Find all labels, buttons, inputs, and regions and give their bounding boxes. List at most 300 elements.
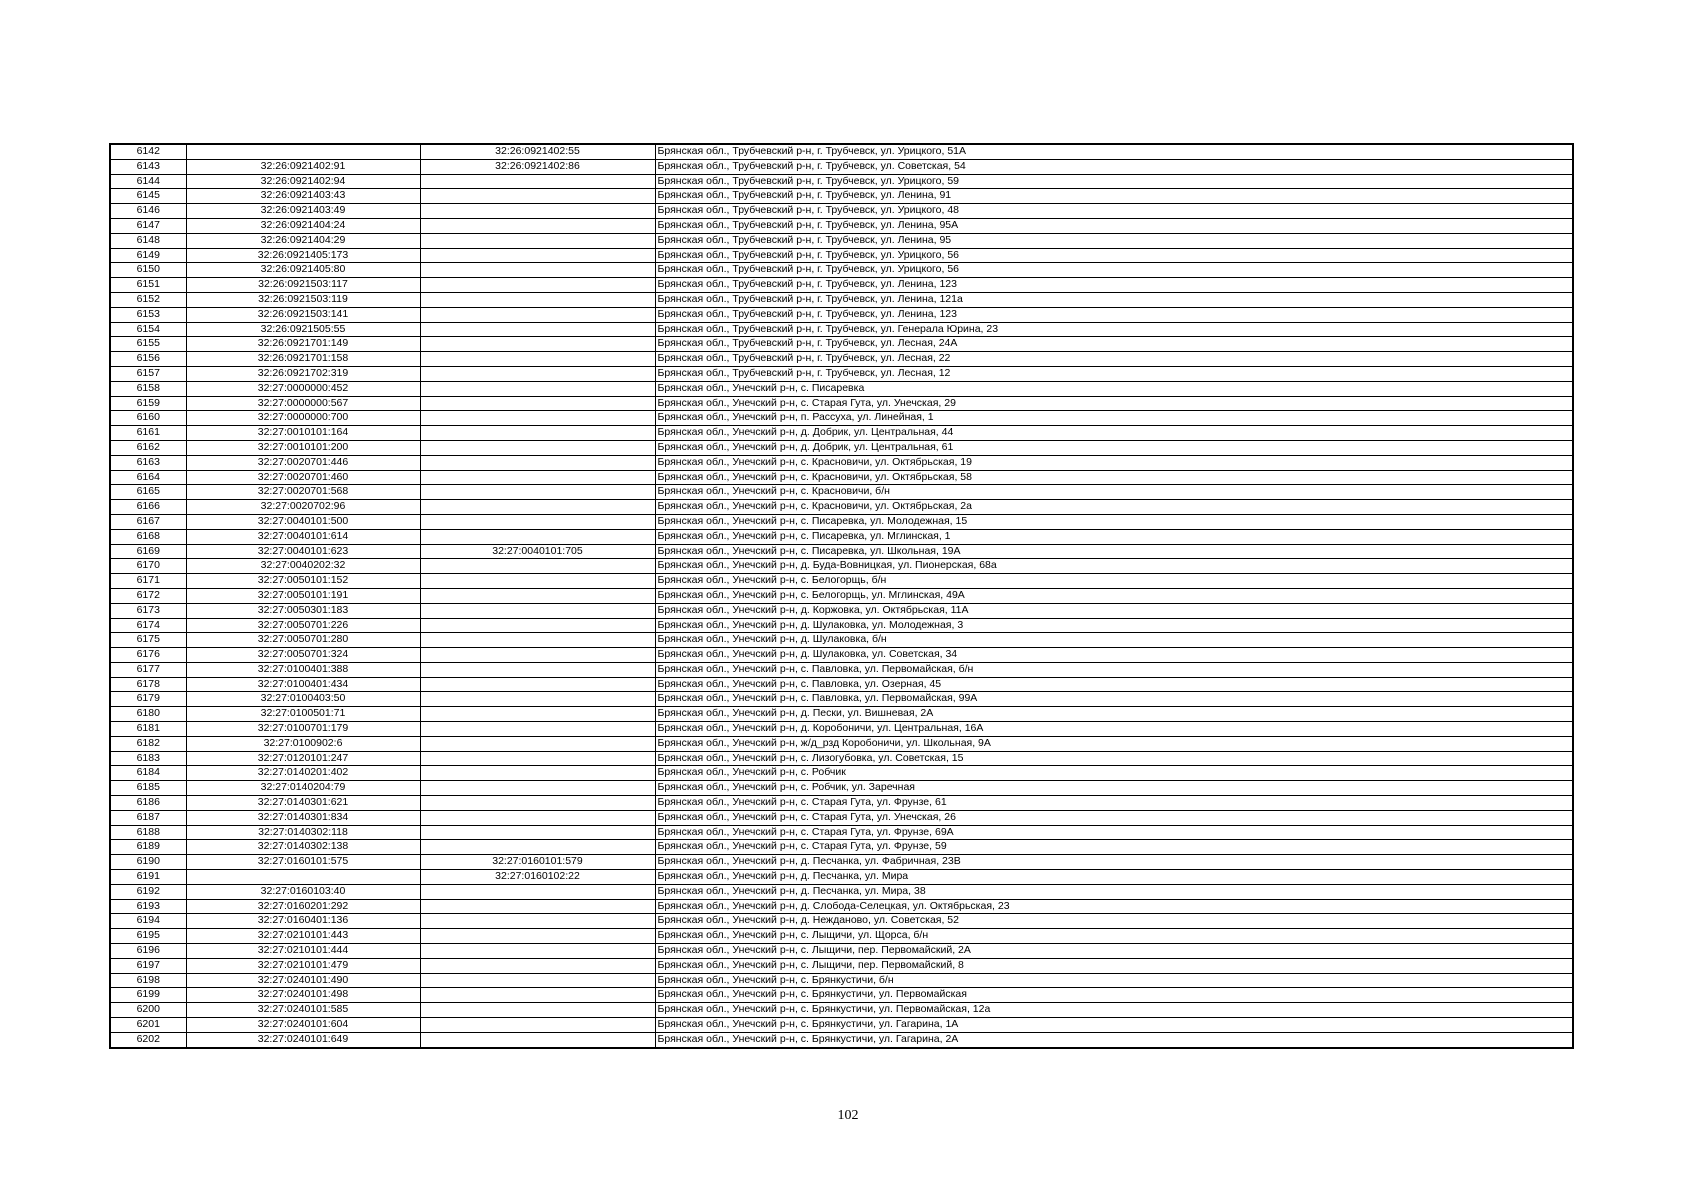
- row-number-cell: 6180: [110, 707, 186, 722]
- related-cadastral-number-cell: [420, 1003, 655, 1018]
- table-row: [110, 470, 1573, 485]
- row-number-cell: 6156: [110, 352, 186, 367]
- row-number-cell: 6164: [110, 470, 186, 485]
- table-row: [110, 1032, 1573, 1047]
- cadastral-number-cell: 32:27:0240101:585: [186, 1003, 420, 1018]
- row-number-cell: 6144: [110, 174, 186, 189]
- address-cell: Брянская обл., Унечский р-н, с. Павловка, ул. Озерная, 45: [655, 677, 1573, 692]
- table-row: [110, 870, 1573, 885]
- row-number-cell: 6188: [110, 825, 186, 840]
- table-row: [110, 396, 1573, 411]
- registry-table-body: [110, 144, 1573, 1048]
- row-number-cell: 6202: [110, 1032, 186, 1047]
- table-row: [110, 810, 1573, 825]
- registry-table: [109, 143, 1574, 1049]
- row-number-cell: 6158: [110, 381, 186, 396]
- table-row: [110, 292, 1573, 307]
- cadastral-number-cell: 32:26:0921404:29: [186, 233, 420, 248]
- table-row: [110, 662, 1573, 677]
- address-cell: Брянская обл., Унечский р-н, с. Красновичи, ул. Октябрьская, 2а: [655, 500, 1573, 515]
- address-cell: Брянская обл., Унечский р-н, с. Писаревка, ул. Молодежная, 15: [655, 514, 1573, 529]
- table-row: [110, 574, 1573, 589]
- table-row: [110, 751, 1573, 766]
- row-number-cell: 6151: [110, 278, 186, 293]
- related-cadastral-number-cell: [420, 840, 655, 855]
- cadastral-number-cell: 32:27:0020702:96: [186, 500, 420, 515]
- table-row: [110, 159, 1573, 174]
- related-cadastral-number-cell: [420, 470, 655, 485]
- table-row: [110, 988, 1573, 1003]
- cadastral-number-cell: 32:27:0010101:164: [186, 426, 420, 441]
- address-cell: Брянская обл., Трубчевский р-н, г. Трубчевск, ул. Урицкого, 51А: [655, 144, 1573, 159]
- address-cell: Брянская обл., Унечский р-н, с. Старая Гута, ул. Унечская, 29: [655, 396, 1573, 411]
- row-number-cell: 6191: [110, 870, 186, 885]
- table-row: [110, 218, 1573, 233]
- related-cadastral-number-cell: [420, 810, 655, 825]
- related-cadastral-number-cell: [420, 973, 655, 988]
- row-number-cell: 6148: [110, 233, 186, 248]
- cadastral-number-cell: 32:26:0921405:173: [186, 248, 420, 263]
- table-row: [110, 840, 1573, 855]
- related-cadastral-number-cell: [420, 529, 655, 544]
- cadastral-number-cell: 32:27:0140201:402: [186, 766, 420, 781]
- row-number-cell: 6160: [110, 411, 186, 426]
- cadastral-number-cell: 32:27:0000000:567: [186, 396, 420, 411]
- related-cadastral-number-cell: [420, 307, 655, 322]
- related-cadastral-number-cell: [420, 884, 655, 899]
- row-number-cell: 6174: [110, 618, 186, 633]
- row-number-cell: 6152: [110, 292, 186, 307]
- table-row: [110, 337, 1573, 352]
- cadastral-number-cell: 32:27:0160103:40: [186, 884, 420, 899]
- related-cadastral-number-cell: [420, 1018, 655, 1033]
- address-cell: Брянская обл., Трубчевский р-н, г. Трубчевск, ул. Лесная, 22: [655, 352, 1573, 367]
- cadastral-number-cell: 32:27:0100401:434: [186, 677, 420, 692]
- related-cadastral-number-cell: [420, 366, 655, 381]
- address-cell: Брянская обл., Унечский р-н, с. Брянкустичи, ул. Первомайская, 12а: [655, 1003, 1573, 1018]
- row-number-cell: 6171: [110, 574, 186, 589]
- address-cell: Брянская обл., Унечский р-н, с. Писаревка: [655, 381, 1573, 396]
- related-cadastral-number-cell: [420, 440, 655, 455]
- related-cadastral-number-cell: [420, 411, 655, 426]
- cadastral-number-cell: 32:27:0050101:191: [186, 588, 420, 603]
- cadastral-number-cell: 32:26:0921702:319: [186, 366, 420, 381]
- related-cadastral-number-cell: [420, 988, 655, 1003]
- cadastral-number-cell: 32:26:0921403:49: [186, 204, 420, 219]
- table-row: [110, 825, 1573, 840]
- table-row: [110, 263, 1573, 278]
- row-number-cell: 6179: [110, 692, 186, 707]
- related-cadastral-number-cell: [420, 588, 655, 603]
- address-cell: Брянская обл., Унечский р-н, с. Лыщичи, ул. Щорса, б/н: [655, 929, 1573, 944]
- row-number-cell: 6195: [110, 929, 186, 944]
- address-cell: Брянская обл., Унечский р-н, д. Шулаковка, ул. Молодежная, 3: [655, 618, 1573, 633]
- cadastral-number-cell: 32:26:0921405:80: [186, 263, 420, 278]
- row-number-cell: 6147: [110, 218, 186, 233]
- cadastral-number-cell: 32:27:0210101:444: [186, 944, 420, 959]
- table-row: [110, 485, 1573, 500]
- related-cadastral-number-cell: [420, 292, 655, 307]
- related-cadastral-number-cell: [420, 559, 655, 574]
- related-cadastral-number-cell: [420, 618, 655, 633]
- address-cell: Брянская обл., Унечский р-н, с. Писаревка, ул. Мглинская, 1: [655, 529, 1573, 544]
- table-row: [110, 1018, 1573, 1033]
- cadastral-number-cell: 32:27:0140301:834: [186, 810, 420, 825]
- address-cell: Брянская обл., Трубчевский р-н, г. Трубчевск, ул. Ленина, 121а: [655, 292, 1573, 307]
- row-number-cell: 6184: [110, 766, 186, 781]
- cadastral-number-cell: 32:27:0210101:479: [186, 958, 420, 973]
- address-cell: Брянская обл., Трубчевский р-н, г. Трубчевск, ул. Ленина, 123: [655, 278, 1573, 293]
- row-number-cell: 6172: [110, 588, 186, 603]
- table-row: [110, 766, 1573, 781]
- table-row: [110, 544, 1573, 559]
- related-cadastral-number-cell: 32:26:0921402:55: [420, 144, 655, 159]
- cadastral-number-cell: 32:27:0020701:446: [186, 455, 420, 470]
- cadastral-number-cell: 32:27:0160401:136: [186, 914, 420, 929]
- table-row: [110, 722, 1573, 737]
- address-cell: Брянская обл., Унечский р-н, с. Красновичи, ул. Октябрьская, 58: [655, 470, 1573, 485]
- address-cell: Брянская обл., Унечский р-н, с. Павловка, ул. Первомайская, б/н: [655, 662, 1573, 677]
- table-row: [110, 588, 1573, 603]
- related-cadastral-number-cell: [420, 574, 655, 589]
- cadastral-number-cell: 32:27:0040202:32: [186, 559, 420, 574]
- cadastral-number-cell: 32:27:0140302:138: [186, 840, 420, 855]
- table-row: [110, 440, 1573, 455]
- table-row: [110, 278, 1573, 293]
- row-number-cell: 6182: [110, 736, 186, 751]
- table-row: [110, 455, 1573, 470]
- related-cadastral-number-cell: [420, 796, 655, 811]
- row-number-cell: 6178: [110, 677, 186, 692]
- related-cadastral-number-cell: [420, 426, 655, 441]
- cadastral-number-cell: 32:27:0240101:490: [186, 973, 420, 988]
- table-row: [110, 855, 1573, 870]
- address-cell: Брянская обл., Унечский р-н, с. Лизогубовка, ул. Советская, 15: [655, 751, 1573, 766]
- address-cell: Брянская обл., Унечский р-н, с. Старая Гута, ул. Фрунзе, 69А: [655, 825, 1573, 840]
- row-number-cell: 6165: [110, 485, 186, 500]
- address-cell: Брянская обл., Унечский р-н, д. Коробоничи, ул. Центральная, 16А: [655, 722, 1573, 737]
- address-cell: Брянская обл., Унечский р-н, ж/д_рзд Коробоничи, ул. Школьная, 9А: [655, 736, 1573, 751]
- cadastral-number-cell: 32:27:0050701:280: [186, 633, 420, 648]
- address-cell: Брянская обл., Унечский р-н, с. Писаревка, ул. Школьная, 19А: [655, 544, 1573, 559]
- cadastral-number-cell: 32:26:0921701:149: [186, 337, 420, 352]
- table-row: [110, 633, 1573, 648]
- table-row: [110, 1003, 1573, 1018]
- cadastral-number-cell: 32:27:0100401:388: [186, 662, 420, 677]
- table-row: [110, 929, 1573, 944]
- row-number-cell: 6149: [110, 248, 186, 263]
- address-cell: Брянская обл., Унечский р-н, д. Песчанка, ул. Мира, 38: [655, 884, 1573, 899]
- related-cadastral-number-cell: [420, 218, 655, 233]
- row-number-cell: 6162: [110, 440, 186, 455]
- address-cell: Брянская обл., Унечский р-н, д. Нежданово, ул. Советская, 52: [655, 914, 1573, 929]
- address-cell: Брянская обл., Трубчевский р-н, г. Трубчевск, ул. Советская, 54: [655, 159, 1573, 174]
- cadastral-number-cell: 32:26:0921701:158: [186, 352, 420, 367]
- related-cadastral-number-cell: [420, 352, 655, 367]
- related-cadastral-number-cell: [420, 322, 655, 337]
- table-row: [110, 899, 1573, 914]
- related-cadastral-number-cell: 32:27:0160101:579: [420, 855, 655, 870]
- cadastral-number-cell: 32:26:0921403:43: [186, 189, 420, 204]
- table-row: [110, 914, 1573, 929]
- cadastral-number-cell: 32:27:0020701:460: [186, 470, 420, 485]
- table-row: [110, 307, 1573, 322]
- cadastral-number-cell: 32:27:0240101:649: [186, 1032, 420, 1047]
- cadastral-number-cell: [186, 870, 420, 885]
- related-cadastral-number-cell: [420, 781, 655, 796]
- related-cadastral-number-cell: [420, 707, 655, 722]
- cadastral-number-cell: 32:27:0210101:443: [186, 929, 420, 944]
- table-row: [110, 603, 1573, 618]
- row-number-cell: 6146: [110, 204, 186, 219]
- related-cadastral-number-cell: [420, 204, 655, 219]
- related-cadastral-number-cell: [420, 278, 655, 293]
- related-cadastral-number-cell: [420, 914, 655, 929]
- related-cadastral-number-cell: [420, 648, 655, 663]
- table-row: [110, 204, 1573, 219]
- cadastral-number-cell: 32:27:0100902:6: [186, 736, 420, 751]
- cadastral-number-cell: 32:27:0140301:621: [186, 796, 420, 811]
- row-number-cell: 6170: [110, 559, 186, 574]
- row-number-cell: 6200: [110, 1003, 186, 1018]
- cadastral-number-cell: 32:26:0921404:24: [186, 218, 420, 233]
- related-cadastral-number-cell: [420, 677, 655, 692]
- address-cell: Брянская обл., Унечский р-н, с. Лыщичи, пер. Первомайский, 8: [655, 958, 1573, 973]
- row-number-cell: 6185: [110, 781, 186, 796]
- address-cell: Брянская обл., Унечский р-н, д. Шулаковка, б/н: [655, 633, 1573, 648]
- table-row: [110, 618, 1573, 633]
- address-cell: Брянская обл., Трубчевский р-н, г. Трубчевск, ул. Лесная, 24А: [655, 337, 1573, 352]
- address-cell: Брянская обл., Унечский р-н, с. Старая Гута, ул. Фрунзе, 61: [655, 796, 1573, 811]
- related-cadastral-number-cell: [420, 1032, 655, 1047]
- address-cell: Брянская обл., Трубчевский р-н, г. Трубчевск, ул. Урицкого, 56: [655, 248, 1573, 263]
- cadastral-number-cell: 32:27:0000000:700: [186, 411, 420, 426]
- related-cadastral-number-cell: [420, 899, 655, 914]
- related-cadastral-number-cell: [420, 248, 655, 263]
- related-cadastral-number-cell: [420, 958, 655, 973]
- address-cell: Брянская обл., Унечский р-н, с. Старая Гута, ул. Фрунзе, 59: [655, 840, 1573, 855]
- address-cell: Брянская обл., Унечский р-н, с. Брянкустичи, ул. Первомайская: [655, 988, 1573, 1003]
- table-row: [110, 796, 1573, 811]
- related-cadastral-number-cell: [420, 233, 655, 248]
- row-number-cell: 6176: [110, 648, 186, 663]
- address-cell: Брянская обл., Трубчевский р-н, г. Трубчевск, ул. Урицкого, 59: [655, 174, 1573, 189]
- table-row: [110, 322, 1573, 337]
- table-row: [110, 529, 1573, 544]
- address-cell: Брянская обл., Унечский р-н, д. Добрик, ул. Центральная, 61: [655, 440, 1573, 455]
- row-number-cell: 6187: [110, 810, 186, 825]
- related-cadastral-number-cell: [420, 485, 655, 500]
- table-row: [110, 692, 1573, 707]
- cadastral-number-cell: 32:27:0050101:152: [186, 574, 420, 589]
- cadastral-number-cell: 32:26:0921503:141: [186, 307, 420, 322]
- address-cell: Брянская обл., Унечский р-н, с. Павловка, ул. Первомайская, 99А: [655, 692, 1573, 707]
- address-cell: Брянская обл., Унечский р-н, с. Старая Гута, ул. Унечская, 26: [655, 810, 1573, 825]
- row-number-cell: 6163: [110, 455, 186, 470]
- table-row: [110, 144, 1573, 159]
- address-cell: Брянская обл., Трубчевский р-н, г. Трубчевск, ул. Ленина, 123: [655, 307, 1573, 322]
- row-number-cell: 6157: [110, 366, 186, 381]
- row-number-cell: 6196: [110, 944, 186, 959]
- related-cadastral-number-cell: 32:27:0160102:22: [420, 870, 655, 885]
- row-number-cell: 6201: [110, 1018, 186, 1033]
- cadastral-number-cell: 32:26:0921503:117: [186, 278, 420, 293]
- table-row: [110, 352, 1573, 367]
- table-row: [110, 381, 1573, 396]
- row-number-cell: 6177: [110, 662, 186, 677]
- related-cadastral-number-cell: 32:26:0921402:86: [420, 159, 655, 174]
- row-number-cell: 6186: [110, 796, 186, 811]
- table-row: [110, 248, 1573, 263]
- address-cell: Брянская обл., Трубчевский р-н, г. Трубчевск, ул. Ленина, 95: [655, 233, 1573, 248]
- address-cell: Брянская обл., Унечский р-н, д. Песчанка, ул. Мира: [655, 870, 1573, 885]
- table-row: [110, 781, 1573, 796]
- row-number-cell: 6199: [110, 988, 186, 1003]
- table-row: [110, 884, 1573, 899]
- address-cell: Брянская обл., Трубчевский р-н, г. Трубчевск, ул. Ленина, 95А: [655, 218, 1573, 233]
- related-cadastral-number-cell: [420, 751, 655, 766]
- cadastral-number-cell: 32:27:0010101:200: [186, 440, 420, 455]
- table-row: [110, 958, 1573, 973]
- address-cell: Брянская обл., Унечский р-н, с. Робчик: [655, 766, 1573, 781]
- related-cadastral-number-cell: [420, 603, 655, 618]
- table-row: [110, 174, 1573, 189]
- cadastral-number-cell: 32:27:0050301:183: [186, 603, 420, 618]
- address-cell: Брянская обл., Унечский р-н, с. Красновичи, ул. Октябрьская, 19: [655, 455, 1573, 470]
- cadastral-number-cell: 32:26:0921402:91: [186, 159, 420, 174]
- row-number-cell: 6175: [110, 633, 186, 648]
- address-cell: Брянская обл., Унечский р-н, д. Добрик, ул. Центральная, 44: [655, 426, 1573, 441]
- row-number-cell: 6183: [110, 751, 186, 766]
- related-cadastral-number-cell: 32:27:0040101:705: [420, 544, 655, 559]
- row-number-cell: 6153: [110, 307, 186, 322]
- row-number-cell: 6150: [110, 263, 186, 278]
- related-cadastral-number-cell: [420, 766, 655, 781]
- address-cell: Брянская обл., Унечский р-н, с. Красновичи, б/н: [655, 485, 1573, 500]
- page-number: 102: [837, 1108, 859, 1123]
- related-cadastral-number-cell: [420, 722, 655, 737]
- row-number-cell: 6173: [110, 603, 186, 618]
- address-cell: Брянская обл., Унечский р-н, с. Белогорщь, ул. Мглинская, 49А: [655, 588, 1573, 603]
- address-cell: Брянская обл., Унечский р-н, с. Брянкустичи, ул. Гагарина, 1А: [655, 1018, 1573, 1033]
- related-cadastral-number-cell: [420, 944, 655, 959]
- address-cell: Брянская обл., Унечский р-н, с. Робчик, ул. Заречная: [655, 781, 1573, 796]
- address-cell: Брянская обл., Унечский р-н, д. Буда-Вовницкая, ул. Пионерская, 68а: [655, 559, 1573, 574]
- cadastral-number-cell: 32:27:0240101:604: [186, 1018, 420, 1033]
- address-cell: Брянская обл., Трубчевский р-н, г. Трубчевск, ул. Лесная, 12: [655, 366, 1573, 381]
- cadastral-number-cell: 32:27:0120101:247: [186, 751, 420, 766]
- cadastral-number-cell: 32:27:0040101:614: [186, 529, 420, 544]
- row-number-cell: 6193: [110, 899, 186, 914]
- cadastral-number-cell: 32:27:0040101:500: [186, 514, 420, 529]
- cadastral-number-cell: 32:27:0020701:568: [186, 485, 420, 500]
- cadastral-number-cell: 32:26:0921402:94: [186, 174, 420, 189]
- related-cadastral-number-cell: [420, 662, 655, 677]
- address-cell: Брянская обл., Трубчевский р-н, г. Трубчевск, ул. Генерала Юрина, 23: [655, 322, 1573, 337]
- related-cadastral-number-cell: [420, 189, 655, 204]
- address-cell: Брянская обл., Унечский р-н, д. Слобода-Селецкая, ул. Октябрьская, 23: [655, 899, 1573, 914]
- address-cell: Брянская обл., Унечский р-н, с. Лыщичи, пер. Первомайский, 2А: [655, 944, 1573, 959]
- row-number-cell: 6190: [110, 855, 186, 870]
- address-cell: Брянская обл., Трубчевский р-н, г. Трубчевск, ул. Урицкого, 56: [655, 263, 1573, 278]
- address-cell: Брянская обл., Трубчевский р-н, г. Трубчевск, ул. Урицкого, 48: [655, 204, 1573, 219]
- row-number-cell: 6143: [110, 159, 186, 174]
- related-cadastral-number-cell: [420, 514, 655, 529]
- row-number-cell: 6161: [110, 426, 186, 441]
- related-cadastral-number-cell: [420, 500, 655, 515]
- table-row: [110, 707, 1573, 722]
- row-number-cell: 6166: [110, 500, 186, 515]
- related-cadastral-number-cell: [420, 633, 655, 648]
- cadastral-number-cell: 32:27:0050701:324: [186, 648, 420, 663]
- cadastral-number-cell: 32:27:0040101:623: [186, 544, 420, 559]
- related-cadastral-number-cell: [420, 174, 655, 189]
- address-cell: Брянская обл., Унечский р-н, с. Брянкустичи, ул. Гагарина, 2А: [655, 1032, 1573, 1047]
- table-row: [110, 677, 1573, 692]
- cadastral-number-cell: 32:27:0100501:71: [186, 707, 420, 722]
- address-cell: Брянская обл., Унечский р-н, д. Шулаковка, ул. Советская, 34: [655, 648, 1573, 663]
- row-number-cell: 6154: [110, 322, 186, 337]
- related-cadastral-number-cell: [420, 736, 655, 751]
- address-cell: Брянская обл., Унечский р-н, д. Песчанка, ул. Фабричная, 23В: [655, 855, 1573, 870]
- row-number-cell: 6145: [110, 189, 186, 204]
- table-row: [110, 559, 1573, 574]
- row-number-cell: 6168: [110, 529, 186, 544]
- cadastral-number-cell: 32:27:0240101:498: [186, 988, 420, 1003]
- table-row: [110, 411, 1573, 426]
- cadastral-number-cell: 32:27:0050701:226: [186, 618, 420, 633]
- related-cadastral-number-cell: [420, 455, 655, 470]
- table-row: [110, 426, 1573, 441]
- related-cadastral-number-cell: [420, 337, 655, 352]
- related-cadastral-number-cell: [420, 263, 655, 278]
- cadastral-number-cell: 32:27:0100701:179: [186, 722, 420, 737]
- cadastral-number-cell: 32:26:0921505:55: [186, 322, 420, 337]
- table-row: [110, 500, 1573, 515]
- row-number-cell: 6192: [110, 884, 186, 899]
- table-row: [110, 233, 1573, 248]
- row-number-cell: 6194: [110, 914, 186, 929]
- table-row: [110, 648, 1573, 663]
- related-cadastral-number-cell: [420, 381, 655, 396]
- table-row: [110, 189, 1573, 204]
- address-cell: Брянская обл., Унечский р-н, д. Коржовка, ул. Октябрьская, 11А: [655, 603, 1573, 618]
- cadastral-number-cell: 32:27:0000000:452: [186, 381, 420, 396]
- address-cell: Брянская обл., Унечский р-н, д. Пески, ул. Вишневая, 2А: [655, 707, 1573, 722]
- row-number-cell: 6169: [110, 544, 186, 559]
- address-cell: Брянская обл., Унечский р-н, с. Белогорщь, б/н: [655, 574, 1573, 589]
- cadastral-number-cell: 32:27:0140204:79: [186, 781, 420, 796]
- table-row: [110, 366, 1573, 381]
- cadastral-number-cell: 32:27:0160201:292: [186, 899, 420, 914]
- cadastral-number-cell: 32:27:0140302:118: [186, 825, 420, 840]
- table-row: [110, 514, 1573, 529]
- row-number-cell: 6197: [110, 958, 186, 973]
- row-number-cell: 6198: [110, 973, 186, 988]
- cadastral-number-cell: 32:27:0100403:50: [186, 692, 420, 707]
- row-number-cell: 6181: [110, 722, 186, 737]
- address-cell: Брянская обл., Унечский р-н, п. Рассуха, ул. Линейная, 1: [655, 411, 1573, 426]
- address-cell: Брянская обл., Унечский р-н, с. Брянкустичи, б/н: [655, 973, 1573, 988]
- cadastral-number-cell: 32:26:0921503:119: [186, 292, 420, 307]
- row-number-cell: 6142: [110, 144, 186, 159]
- row-number-cell: 6155: [110, 337, 186, 352]
- cadastral-number-cell: 32:27:0160101:575: [186, 855, 420, 870]
- row-number-cell: 6189: [110, 840, 186, 855]
- table-row: [110, 736, 1573, 751]
- related-cadastral-number-cell: [420, 929, 655, 944]
- table-row: [110, 973, 1573, 988]
